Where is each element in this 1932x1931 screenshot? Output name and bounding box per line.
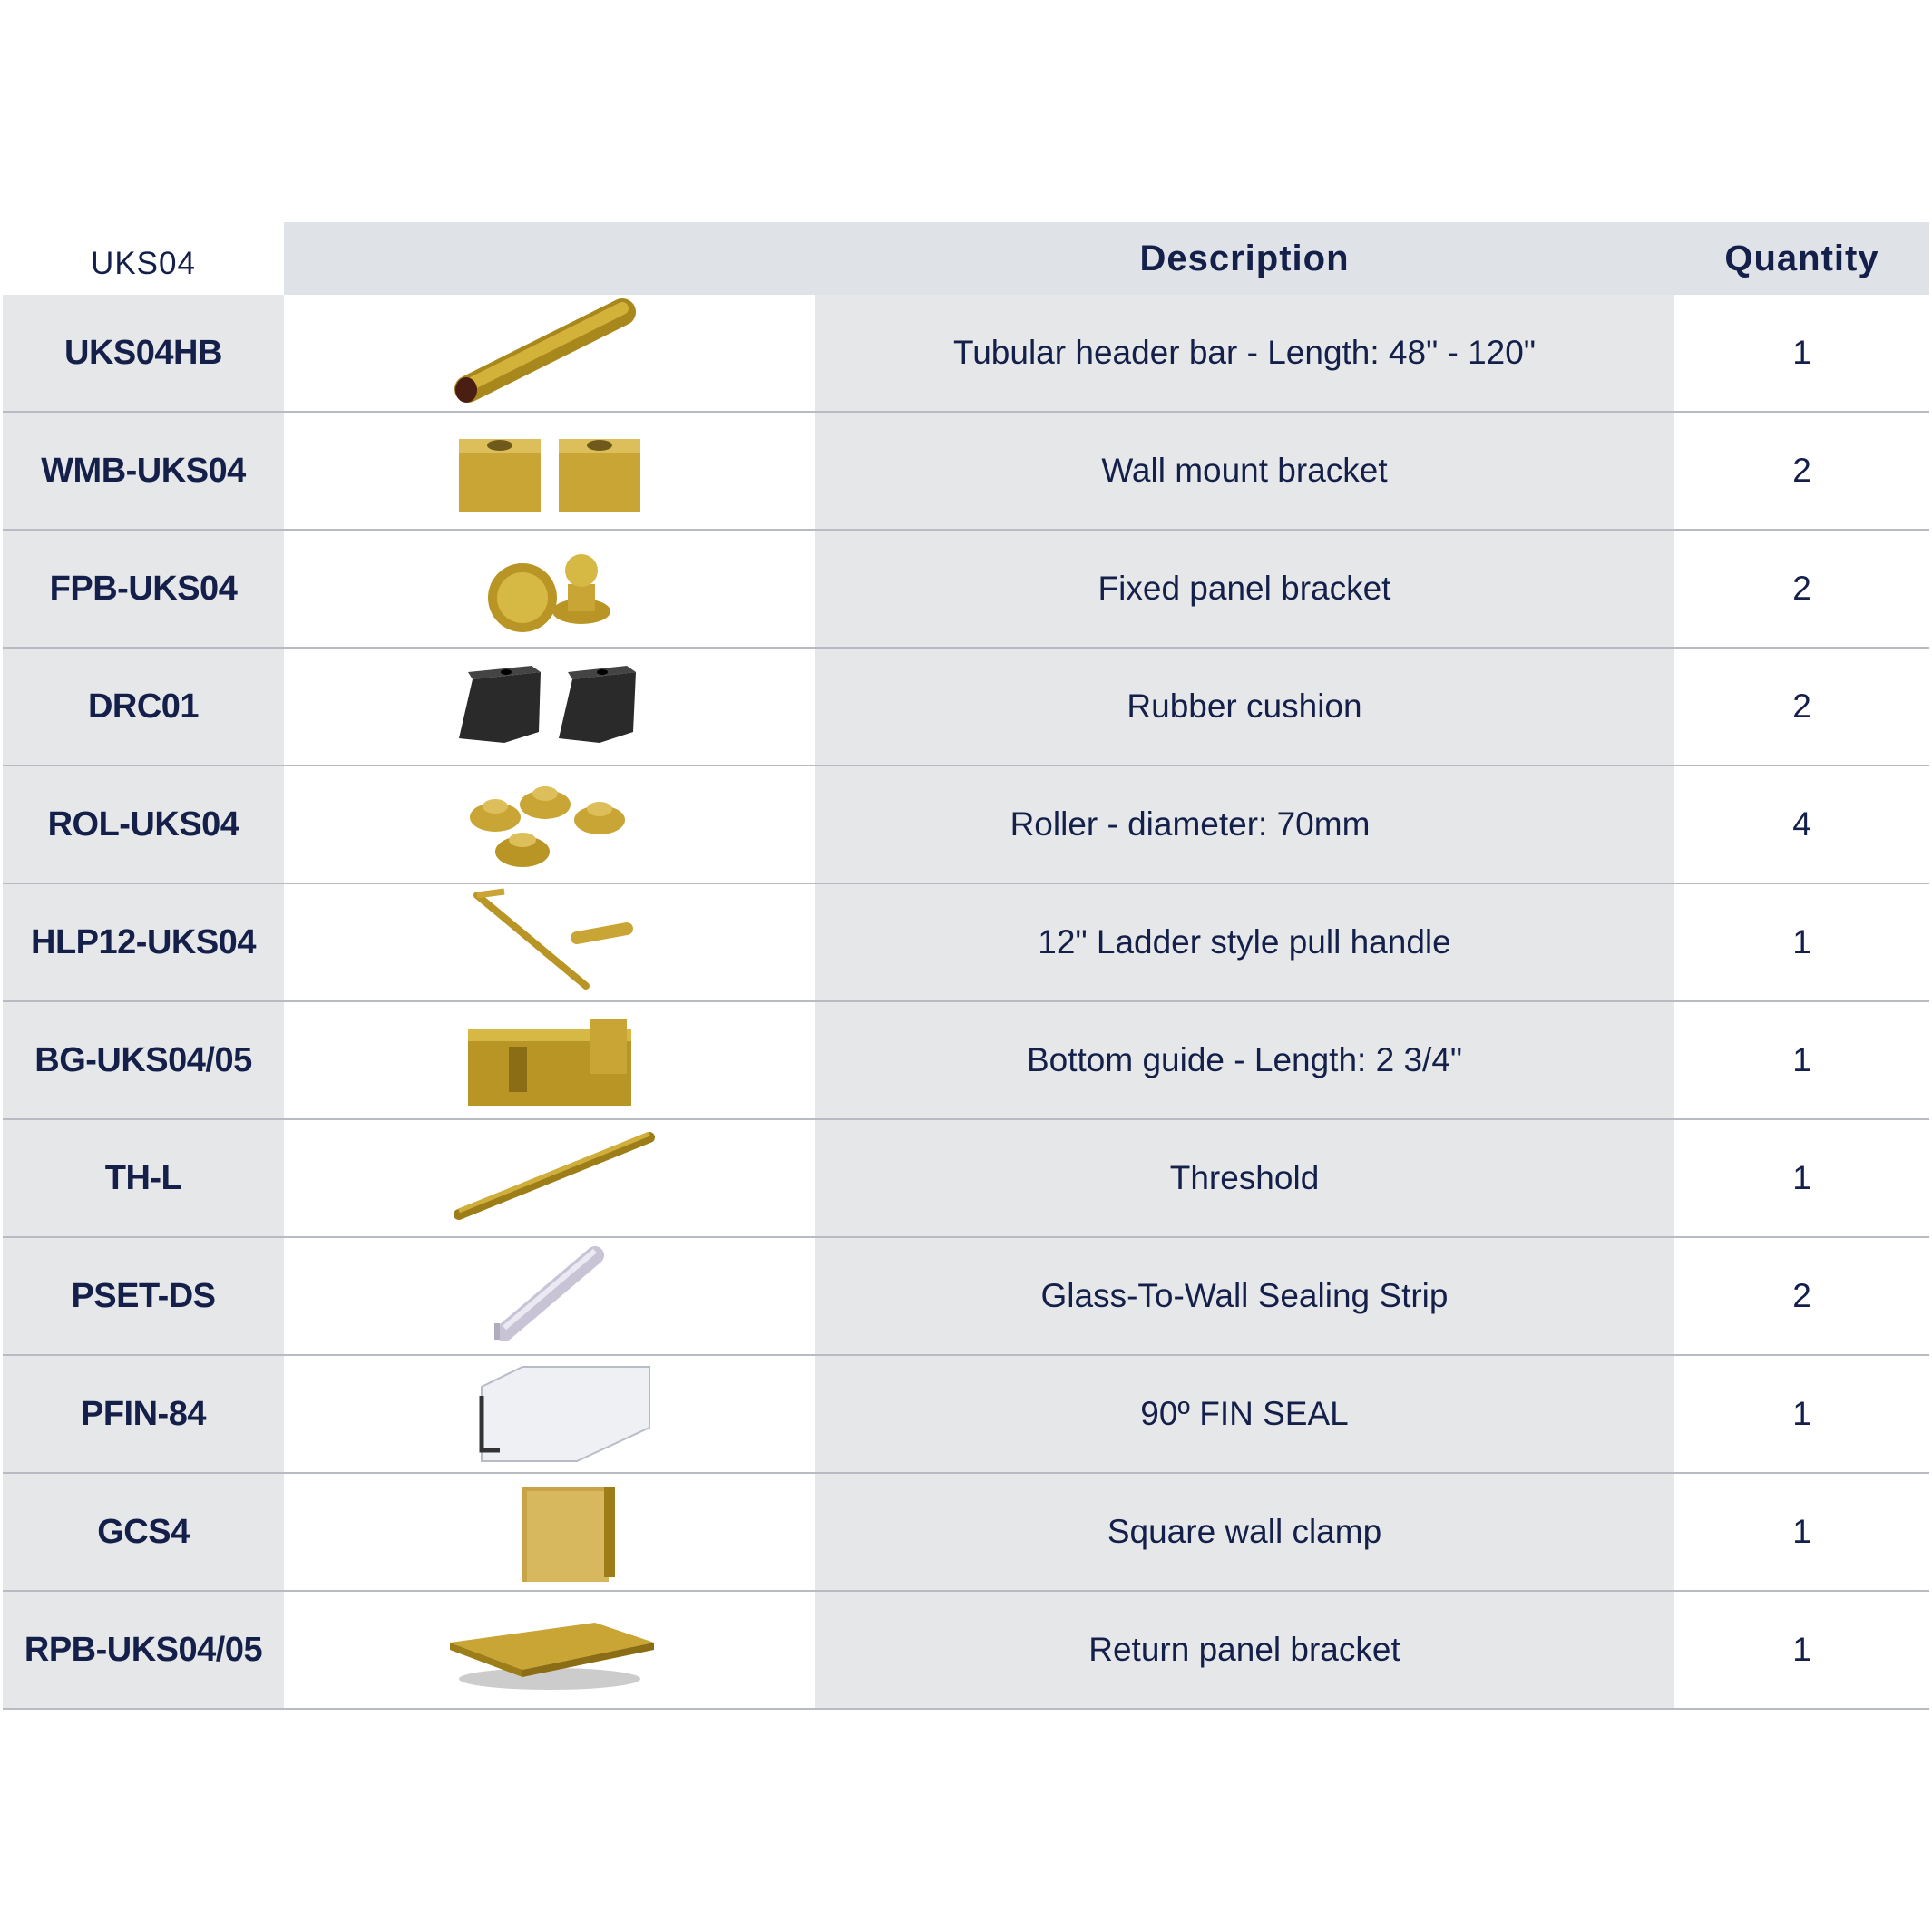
part-code: UKS04HB bbox=[3, 295, 284, 411]
part-image bbox=[284, 295, 815, 411]
part-code: GCS4 bbox=[3, 1474, 284, 1590]
pull-handle-icon bbox=[432, 888, 668, 997]
part-description: Return panel bracket bbox=[815, 1592, 1674, 1708]
header-bar-icon bbox=[432, 298, 668, 407]
part-image bbox=[284, 413, 815, 529]
part-code: DRC01 bbox=[3, 649, 284, 765]
table-row bbox=[3, 1120, 1929, 1238]
table-row bbox=[3, 531, 1929, 649]
table-row bbox=[3, 1592, 1929, 1710]
table-row bbox=[3, 1002, 1929, 1120]
kit-code-header: UKS04 bbox=[3, 222, 284, 295]
threshold-icon bbox=[432, 1124, 668, 1233]
part-code: ROL-UKS04 bbox=[3, 766, 284, 883]
table-header bbox=[3, 222, 1929, 295]
part-description: Glass-To-Wall Sealing Strip bbox=[815, 1238, 1674, 1354]
part-image bbox=[284, 1474, 815, 1590]
part-description: 12" Ladder style pull handle bbox=[815, 884, 1674, 1000]
part-quantity: 1 bbox=[1674, 1120, 1929, 1236]
part-quantity: 1 bbox=[1674, 884, 1929, 1000]
part-quantity: 2 bbox=[1674, 531, 1929, 647]
part-code: RPB-UKS04/05 bbox=[3, 1592, 284, 1708]
table-row bbox=[3, 413, 1929, 531]
part-image bbox=[284, 1238, 815, 1354]
part-image bbox=[284, 1592, 815, 1708]
part-quantity: 1 bbox=[1674, 1356, 1929, 1472]
part-description: 90º FIN SEAL bbox=[815, 1356, 1674, 1472]
table-row bbox=[3, 884, 1929, 1002]
part-quantity: 1 bbox=[1674, 295, 1929, 411]
part-code: PFIN-84 bbox=[3, 1356, 284, 1472]
part-description: Wall mount bracket bbox=[815, 413, 1674, 529]
part-code: TH-L bbox=[3, 1120, 284, 1236]
part-code: PSET-DS bbox=[3, 1238, 284, 1354]
image-column-header bbox=[284, 222, 815, 295]
fin-seal-icon bbox=[432, 1360, 668, 1468]
table-row bbox=[3, 649, 1929, 766]
part-quantity: 2 bbox=[1674, 1238, 1929, 1354]
part-image bbox=[284, 649, 815, 765]
part-quantity: 4 bbox=[1674, 766, 1929, 883]
part-description: Rubber cushion bbox=[815, 649, 1674, 765]
part-quantity: 1 bbox=[1674, 1002, 1929, 1118]
return-panel-bracket-icon bbox=[432, 1595, 668, 1704]
part-code: FPB-UKS04 bbox=[3, 531, 284, 647]
wall-mount-bracket-icon bbox=[432, 416, 668, 525]
part-code: WMB-UKS04 bbox=[3, 413, 284, 529]
quantity-header: Quantity bbox=[1674, 222, 1929, 295]
part-image bbox=[284, 1002, 815, 1118]
part-quantity: 1 bbox=[1674, 1474, 1929, 1590]
part-description: Bottom guide - Length: 2 3/4" bbox=[815, 1002, 1674, 1118]
table-row bbox=[3, 295, 1929, 413]
part-description: Square wall clamp bbox=[815, 1474, 1674, 1590]
part-code: BG-UKS04/05 bbox=[3, 1002, 284, 1118]
roller-icon bbox=[432, 770, 668, 879]
part-description: Tubular header bar - Length: 48" - 120" bbox=[815, 295, 1674, 411]
part-image bbox=[284, 531, 815, 647]
part-description: Threshold bbox=[815, 1120, 1674, 1236]
part-description: Fixed panel bracket bbox=[815, 531, 1674, 647]
part-description: Roller - diameter: 70mm bbox=[815, 766, 1674, 883]
part-code: HLP12-UKS04 bbox=[3, 884, 284, 1000]
part-quantity: 2 bbox=[1674, 413, 1929, 529]
part-quantity: 1 bbox=[1674, 1592, 1929, 1708]
part-image bbox=[284, 766, 815, 883]
part-image bbox=[284, 1120, 815, 1236]
bottom-guide-icon bbox=[432, 1006, 668, 1115]
fixed-panel-bracket-icon bbox=[432, 534, 668, 643]
table-row bbox=[3, 766, 1929, 884]
table-row bbox=[3, 1474, 1929, 1592]
rubber-cushion-icon bbox=[432, 652, 668, 761]
part-image bbox=[284, 1356, 815, 1472]
wall-clamp-icon bbox=[432, 1478, 668, 1586]
table-row bbox=[3, 1238, 1929, 1356]
part-quantity: 2 bbox=[1674, 649, 1929, 765]
description-header: Description bbox=[815, 222, 1674, 295]
sealing-strip-icon bbox=[432, 1242, 668, 1351]
parts-table bbox=[3, 222, 1929, 1710]
part-image bbox=[284, 884, 815, 1000]
table-row bbox=[3, 1356, 1929, 1474]
